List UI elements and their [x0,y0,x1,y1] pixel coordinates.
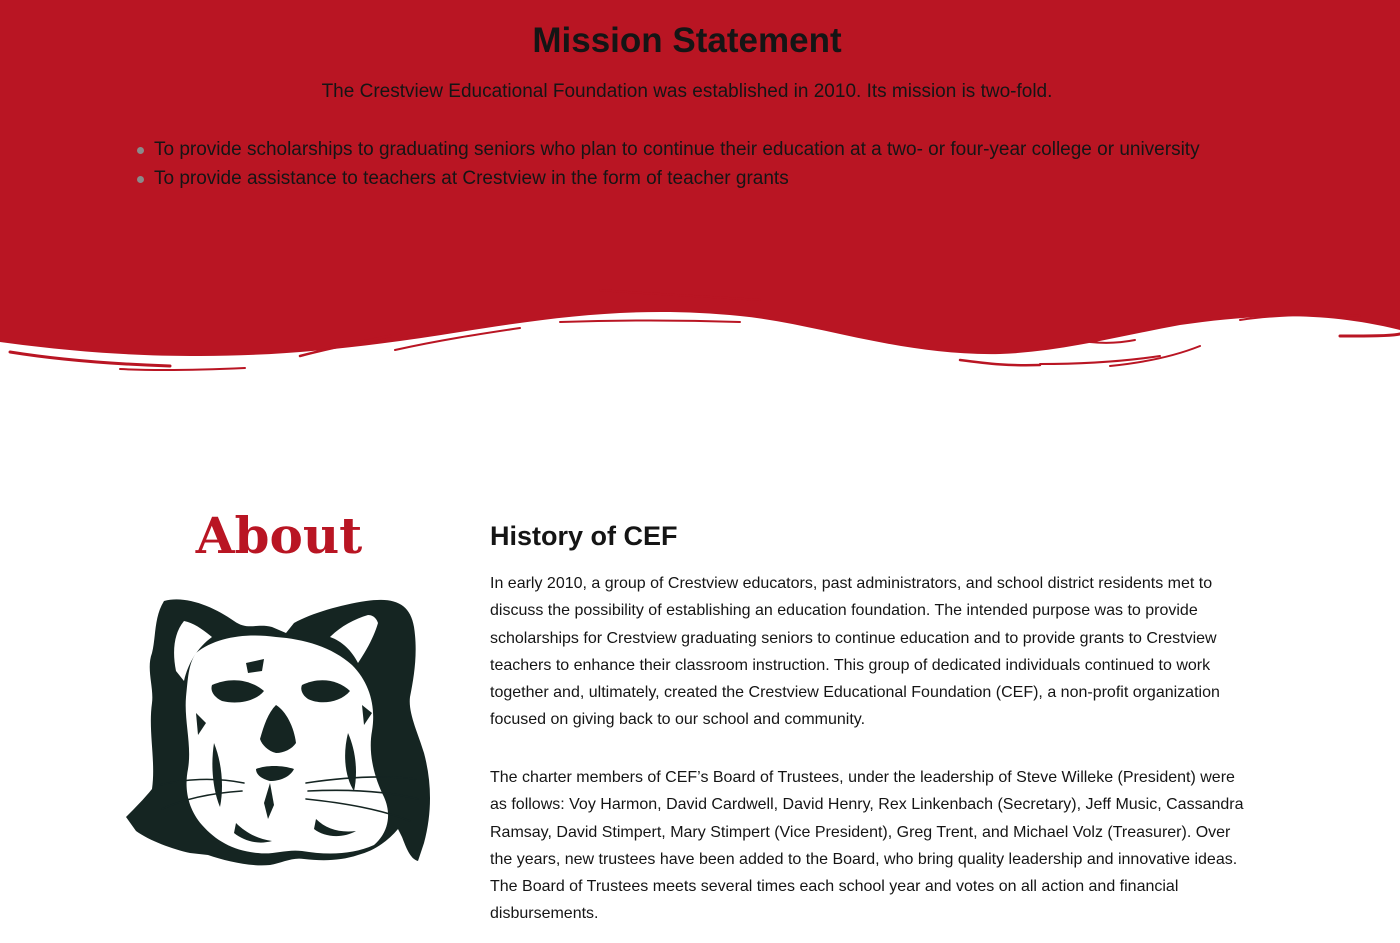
mission-intro: The Crestview Educational Foundation was established in 2010. Its mission is two-fold. [321,81,1053,102]
list-item [130,136,1200,165]
cougar-illustration-icon [126,593,434,868]
list-item [130,165,1200,194]
mission-title: Mission Statement [532,21,842,60]
bullet-icon [137,147,144,154]
history-title: History of CEF [490,521,678,551]
mission-section [0,0,1400,300]
wave-divider [0,270,1400,380]
list-item-text: To provide scholarships to graduating seniors who plan to continue their education at a two- or four-year college or university [154,139,1200,160]
bullet-icon [137,176,144,183]
history-paragraph: In early 2010, a group of Crestview educators, past administrators, and school district residents met to discuss the possibility of establishing an education foundation. The intended purpose was to provide scholarships for Crestview graduating seniors to continue education and to provide grants to Crestview teachers to enhance their classroom instruction. This group of dedicated individuals continued to work together and, ultimately, created the Crestview Educational Foundation (CEF), a non-profit organization focused on giving back to our school and community. [490,575,1220,729]
list-item-text: To provide assistance to teachers at Crestview in the form of teacher grants [154,167,789,189]
about-heading: About [195,506,363,565]
mission-list [130,136,1200,193]
history-paragraph: The charter members of CEF’s Board of Trustees, under the leadership of Steve Willeke (President) were as follows: Voy Harmon, David Cardwell, David Henry, Rex Linkenbach (Secretary), Jeff Music, Cassandra Ramsay, David Stimpert, Mary Stimpert (Vice President), Greg Trent, and Michael Volz (Treasurer). Over the years, new trustees have been added to the Board, who bring quality leadership and innovative ideas. The Board of Trustees meets several times each school year and votes on all action and financial disbursements. [490,769,1244,923]
